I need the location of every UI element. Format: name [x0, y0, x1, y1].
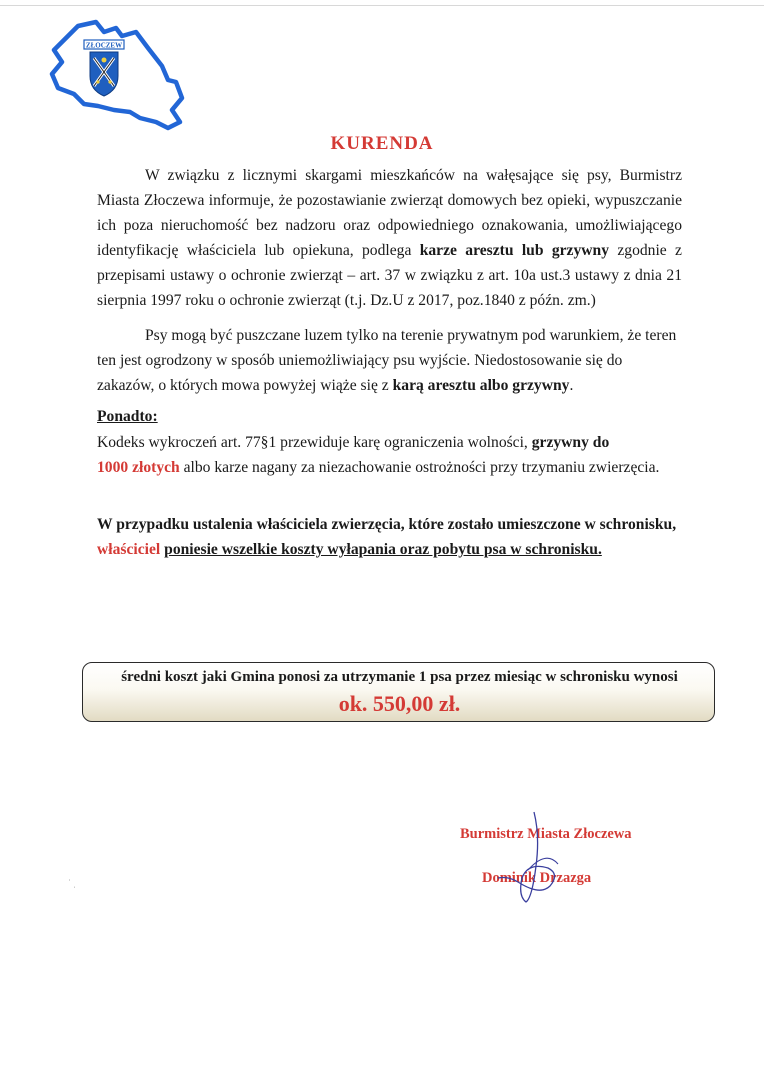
zloczew-coat-of-arms-logo — [44, 18, 194, 136]
average-cost-text: średni koszt jaki Gmina ponosi za utrzymanie 1 psa przez miesiąc w schronisku wynosi — [121, 669, 678, 685]
penalty-emphasis: karze aresztu lub grzywny — [419, 242, 610, 259]
paragraph-intro: W związku z licznymi skargami mieszkańców na wałęsające się psy, Burmistrz Miasta Złoczewa informuje, że pozostawianie zwierząt domowych bez opieki, wypuszczanie ich poza nieruchomość bez nadzoru oraz odpowiedniego oznakowania, umożliwiającego identyfikację właściciela lub opiekuna, podlega karze aresztu lub grzywny zgodnie z przepisami ustawy o ochronie zwierząt – art. 37 w związku z art. 10a ust.3 ustawy z dnia 21 sierpnia 1997 roku o ochronie zwierząt (t.j. Dz.U z 2017, poz.1840 z późn. zm.) — [97, 167, 682, 309]
owner-cost-note: W przypadku ustalenia właściciela zwierzęcia, które zostało umieszczone w schronisku, właściciel poniesie wszelkie koszty wyłapania oraz pobytu psa w schronisku. — [97, 516, 677, 558]
penalty-emphasis-2: karą aresztu albo grzywny — [392, 377, 570, 394]
ponadto-heading: Ponadto: — [97, 408, 158, 425]
top-rule — [0, 5, 764, 6]
paragraph-loose-dogs: Psy mogą być puszczane luzem tylko na terenie prywatnym pod warunkiem, że teren ten jest ogrodzony w sposób uniemożliwiający psu wyjście. Niedostosowanie się do zakazów, o których mowa powyżej wiąże się z karą aresztu albo grzywny. — [97, 327, 677, 394]
document-title: KURENDA — [330, 133, 434, 154]
owner-word: właściciel — [97, 541, 161, 558]
logo-banner: ZŁOCZEW — [85, 41, 123, 50]
handwritten-signature — [488, 806, 568, 906]
paragraph-kodeks: Kodeks wykroczeń art. 77§1 przewiduje karę ograniczenia wolności, grzywny do 1000 złotych albo karze nagany za niezachowanie ostrożności przy trzymaniu zwierzęcia. — [97, 434, 660, 476]
average-cost-box — [82, 662, 715, 722]
fine-amount: 1000 złotych — [97, 459, 180, 476]
signature-title: Burmistrz Miasta Złoczewa — [460, 826, 632, 842]
scan-speck: ˙ ˌ — [68, 878, 77, 888]
cost-obligation-underlined: poniesie wszelkie koszty wyłapania oraz pobytu psa w schronisku. — [164, 541, 602, 558]
signature-name: Dominik Drzazga — [482, 870, 592, 886]
average-cost-amount: ok. 550,00 zł. — [338, 691, 461, 716]
